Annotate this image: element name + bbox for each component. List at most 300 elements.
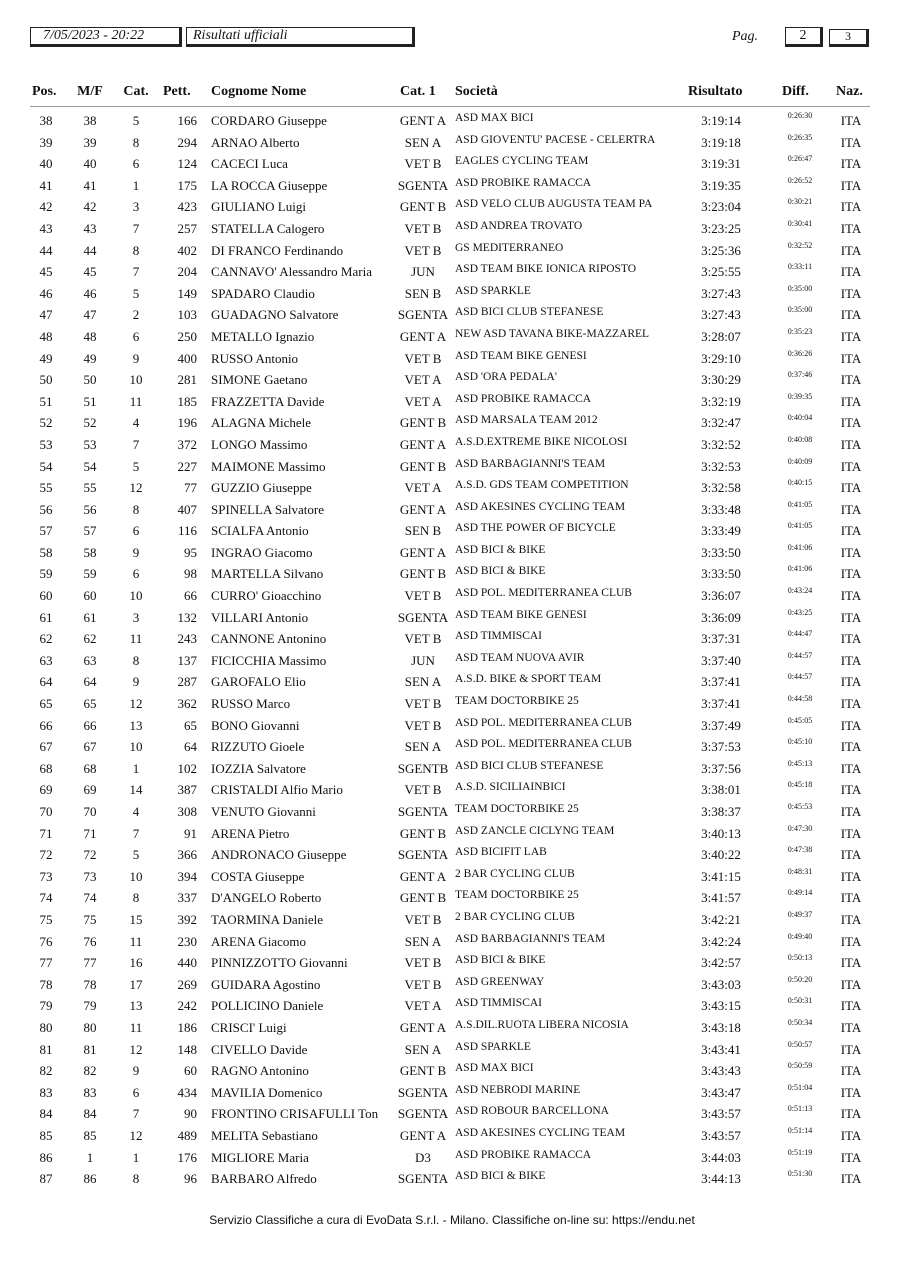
table-row [0,607,904,629]
cell-name: SPINELLA Salvatore [211,501,325,517]
cell-diff: 0:44:47 [787,629,813,639]
cell-pos: 49 [39,350,53,366]
cell-ris: 3:32:53 [701,458,741,474]
cell-cat: 12 [129,696,143,712]
cell-pett: 392 [177,911,197,927]
cell-naz: ITA [840,825,862,841]
table-row [0,1017,904,1039]
cell-pos: 62 [39,631,53,647]
cell-pett: 242 [177,998,197,1014]
cell-mf: 82 [83,1063,97,1079]
cell-soc: ASD BICI CLUB STEFANESE [455,759,604,772]
cell-diff: 0:26:52 [787,175,813,185]
cell-diff: 0:36:26 [787,348,813,358]
cell-mf: 80 [83,1019,97,1035]
cell-soc: ASD BICI & BIKE [455,1170,546,1183]
cell-diff: 0:44:57 [787,672,813,682]
cell-name: CANNAVO' Alessandro Maria [211,264,372,280]
table-row [0,693,904,715]
cell-name: BARBARO Alfredo [211,1171,317,1187]
page-label: Pag. [732,29,759,44]
cell-pos: 73 [39,868,53,884]
cell-soc: ASD BICI CLUB STEFANESE [455,306,604,319]
cell-cat: 16 [129,955,143,971]
cell-soc: ASD BICI & BIKE [455,565,546,578]
table-row [0,974,904,996]
cell-diff: 0:35:00 [787,283,813,293]
cell-mf: 43 [83,220,97,236]
cell-pos: 82 [39,1063,53,1079]
cell-pos: 72 [39,847,53,863]
cell-pett: 116 [177,523,197,539]
cell-cat1: VET A [404,998,442,1014]
cell-soc: A.S.DIL.RUOTA LIBERA NICOSIA [455,1018,629,1031]
table-row [0,758,904,780]
cell-name: ARENA Giacomo [211,933,306,949]
table-row [0,175,904,197]
cell-cat1: VET B [404,588,442,604]
cell-naz: ITA [840,1171,862,1187]
table-row [0,369,904,391]
cell-cat1: VET B [404,696,442,712]
cell-cat1: SGENTA [397,609,449,625]
cell-diff: 0:43:24 [787,586,813,596]
cell-mf: 60 [83,588,97,604]
cell-cat1: GENT A [399,328,447,344]
cell-ris: 3:41:57 [701,890,741,906]
document-title-box: Risultati ufficiali [186,27,415,47]
cell-pos: 79 [39,998,53,1014]
col-header-societa: Società [455,84,498,99]
cell-soc: A.S.D. SICILIAINBICI [455,781,566,794]
cell-soc: ASD TEAM NUOVA AVIR [455,651,585,664]
table-row [0,499,904,521]
cell-pett: 394 [177,868,197,884]
cell-pos: 48 [39,328,53,344]
cell-diff: 0:35:00 [787,305,813,315]
cell-cat: 10 [129,868,143,884]
cell-cat: 12 [129,1127,143,1143]
cell-name: DI FRANCO Ferdinando [211,242,344,258]
cell-soc: A.S.D.EXTREME BIKE NICOLOSI [455,435,628,448]
cell-pos: 63 [39,652,53,668]
col-header-pett: Pett. [163,84,191,99]
cell-pos: 86 [39,1149,53,1165]
cell-naz: ITA [840,566,862,582]
cell-cat: 9 [132,674,140,690]
cell-naz: ITA [840,890,862,906]
cell-mf: 58 [83,544,97,560]
cell-naz: ITA [840,609,862,625]
cell-diff: 0:45:10 [787,737,813,747]
cell-cat: 12 [129,480,143,496]
cell-naz: ITA [840,1106,862,1122]
cell-pos: 39 [39,134,53,150]
cell-mf: 61 [83,609,97,625]
cell-cat: 8 [132,652,140,668]
table-row [0,931,904,953]
cell-cat: 5 [132,113,140,128]
cell-ris: 3:32:52 [701,436,741,452]
cell-name: POLLICINO Daniele [211,998,324,1014]
cell-ris: 3:37:31 [701,631,741,647]
cell-pos: 66 [39,717,53,733]
cell-pett: 149 [177,285,197,301]
cell-ris: 3:41:15 [701,868,741,884]
cell-ris: 3:37:53 [701,739,741,755]
cell-diff: 0:47:38 [787,845,813,855]
cell-mf: 75 [83,911,97,927]
cell-name: MARTELLA Silvano [211,566,324,582]
cell-mf: 78 [83,976,97,992]
cell-pos: 51 [39,393,53,409]
cell-diff: 0:41:05 [787,521,813,531]
cell-cat1: D3 [415,1149,431,1165]
cell-naz: ITA [840,847,862,863]
cell-naz: ITA [840,998,862,1014]
cell-diff: 0:50:59 [787,1061,813,1071]
cell-mf: 70 [83,804,97,819]
cell-soc: ASD POL. MEDITERRANEA CLUB [455,738,632,751]
datetime-box: 7/05/2023 - 20:22 [30,27,182,47]
table-row [0,887,904,909]
cell-cat1: GENT A [399,1019,447,1035]
cell-cat1: SEN B [404,285,442,301]
cell-naz: ITA [840,220,862,236]
cell-ris: 3:40:22 [701,847,741,863]
cell-cat: 3 [132,609,140,625]
cell-ris: 3:43:15 [701,998,741,1014]
table-row [0,283,904,305]
cell-ris: 3:23:25 [701,220,741,236]
cell-pos: 87 [39,1171,53,1187]
cell-pett: 204 [177,264,197,280]
cell-name: CIVELLO Davide [211,1041,308,1057]
cell-naz: ITA [840,1019,862,1035]
table-row [0,866,904,888]
cell-mf: 45 [83,264,97,280]
table-row [0,520,904,542]
cell-naz: ITA [840,113,862,128]
table-row [0,736,904,758]
cell-cat1: JUN [411,652,435,668]
cell-diff: 0:40:08 [787,434,813,444]
cell-mf: 66 [83,717,97,733]
cell-mf: 65 [83,696,97,712]
table-row [0,1039,904,1061]
cell-soc: ASD PROBIKE RAMACCA [455,392,592,405]
cell-pett: 91 [184,825,197,841]
table-row [0,477,904,499]
cell-soc: 2 BAR CYCLING CLUB [455,910,575,923]
cell-mf: 44 [83,242,97,258]
cell-soc: ASD GIOVENTU' PACESE - CELERTRA [455,133,656,146]
cell-soc: ASD BICI & BIKE [455,954,546,967]
cell-name: CRISCI' Luigi [211,1019,287,1035]
cell-cat: 8 [132,890,140,906]
cell-naz: ITA [840,1127,862,1143]
cell-pos: 55 [39,480,53,496]
cell-ris: 3:42:57 [701,955,741,971]
cell-cat1: VET B [404,350,442,366]
cell-name: GUZZIO Giuseppe [211,480,312,496]
cell-naz: ITA [840,804,862,819]
cell-cat1: VET A [404,372,442,388]
cell-ris: 3:30:29 [701,372,741,388]
cell-diff: 0:51:30 [787,1169,813,1179]
cell-ris: 3:19:35 [701,177,741,193]
cell-soc: ASD PROBIKE RAMACCA [455,176,592,189]
cell-cat: 2 [132,307,140,323]
cell-ris: 3:19:18 [701,134,741,150]
header-divider [30,106,870,107]
cell-pett: 148 [177,1041,197,1057]
cell-ris: 3:44:03 [701,1149,741,1165]
cell-name: INGRAO Giacomo [211,544,313,560]
cell-naz: ITA [840,588,862,604]
cell-name: CANNONE Antonino [211,631,327,647]
cell-ris: 3:33:50 [701,544,741,560]
col-header-pos: Pos. [32,84,57,99]
cell-mf: 49 [83,350,97,366]
cell-pos: 43 [39,220,53,236]
cell-pett: 175 [177,177,197,193]
cell-naz: ITA [840,501,862,517]
table-row [0,585,904,607]
table-row [0,1125,904,1147]
cell-diff: 0:41:05 [787,499,813,509]
cell-name: FRONTINO CRISAFULLI Ton [211,1106,379,1122]
cell-pett: 423 [177,199,197,215]
cell-cat1: SGENTA [397,1084,449,1100]
cell-diff: 0:51:13 [787,1104,813,1114]
cell-pett: 489 [177,1127,197,1143]
cell-pos: 81 [39,1041,53,1057]
table-row [0,844,904,866]
cell-cat: 7 [132,436,140,452]
cell-name: BONO Giovanni [211,717,300,733]
table-row [0,563,904,585]
cell-naz: ITA [840,307,862,323]
cell-soc: ASD BARBAGIANNI'S TEAM [455,457,606,470]
cell-soc: A.S.D. BIKE & SPORT TEAM [455,673,602,686]
cell-naz: ITA [840,199,862,215]
cell-diff: 0:50:57 [787,1039,813,1049]
cell-pos: 83 [39,1084,53,1100]
cell-cat: 10 [129,588,143,604]
cell-cat1: SEN A [404,674,442,690]
cell-cat: 14 [129,782,143,798]
cell-ris: 3:42:24 [701,933,741,949]
cell-pos: 44 [39,242,53,258]
cell-soc: 2 BAR CYCLING CLUB [455,867,575,880]
cell-name: COSTA Giuseppe [211,868,305,884]
cell-diff: 0:39:35 [787,391,813,401]
cell-name: ANDRONACO Giuseppe [211,847,347,863]
cell-diff: 0:41:06 [787,564,813,574]
cell-diff: 0:51:04 [787,1082,813,1092]
cell-cat: 1 [132,760,140,776]
cell-cat1: JUN [411,264,435,280]
cell-name: GIULIANO Luigi [211,199,306,215]
cell-mf: 63 [83,652,97,668]
cell-soc: ASD SPARKLE [455,284,531,297]
cell-pos: 59 [39,566,53,582]
cell-pos: 76 [39,933,53,949]
cell-name: VENUTO Giovanni [211,804,316,819]
cell-pett: 294 [177,134,197,150]
cell-ris: 3:37:41 [701,696,741,712]
cell-pett: 102 [177,760,197,776]
cell-naz: ITA [840,782,862,798]
cell-pett: 77 [184,480,197,496]
cell-cat: 5 [132,847,140,863]
cell-cat1: GENT B [399,566,447,582]
cell-pett: 243 [177,631,197,647]
cell-cat1: SGENTA [397,804,449,819]
cell-cat: 10 [129,372,143,388]
cell-soc: ASD TIMMISCAI [455,630,543,643]
table-row [0,132,904,154]
cell-cat: 1 [132,1149,140,1165]
cell-diff: 0:44:57 [787,650,813,660]
cell-pos: 50 [39,372,53,388]
table-row [0,391,904,413]
cell-pos: 56 [39,501,53,517]
cell-pett: 387 [177,782,197,798]
cell-name: CACECI Luca [211,156,288,172]
cell-pos: 40 [39,156,53,172]
cell-pett: 90 [184,1106,197,1122]
table-row [0,542,904,564]
cell-mf: 55 [83,480,97,496]
cell-name: D'ANGELO Roberto [211,890,322,906]
table-row [0,650,904,672]
cell-naz: ITA [840,760,862,776]
table-row [0,240,904,262]
cell-soc: ASD TEAM BIKE GENESI [455,608,587,621]
cell-cat1: GENT A [399,113,447,128]
cell-pett: 65 [184,717,197,733]
cell-soc: ASD 'ORA PEDALA' [455,371,557,384]
cell-mf: 71 [83,825,97,841]
cell-naz: ITA [840,436,862,452]
cell-diff: 0:43:25 [787,607,813,617]
column-headers [0,84,904,104]
cell-ris: 3:37:56 [701,760,741,776]
table-row [0,952,904,974]
cell-soc: ASD TEAM BIKE GENESI [455,349,587,362]
cell-diff: 0:32:52 [787,240,813,250]
cell-naz: ITA [840,523,862,539]
cell-mf: 41 [83,177,97,193]
cell-pos: 58 [39,544,53,560]
col-header-mf: M/F [77,84,103,99]
cell-diff: 0:51:14 [787,1125,813,1135]
cell-name: LA ROCCA Giuseppe [211,177,328,193]
cell-cat: 13 [129,998,143,1014]
cell-naz: ITA [840,372,862,388]
cell-cat1: GENT B [399,825,447,841]
cell-cat1: SGENTA [397,177,449,193]
cell-cat: 8 [132,501,140,517]
cell-mf: 79 [83,998,97,1014]
cell-cat1: VET A [404,393,442,409]
results-table [0,110,904,1190]
cell-diff: 0:40:04 [787,413,813,423]
cell-soc: ASD VELO CLUB AUGUSTA TEAM PA [455,198,653,211]
table-row [0,456,904,478]
cell-cat1: SEN A [404,739,442,755]
cell-cat1: SGENTA [397,1171,449,1187]
cell-naz: ITA [840,652,862,668]
cell-cat1: VET A [404,480,442,496]
cell-pett: 124 [177,156,197,172]
cell-pett: 166 [177,113,197,128]
table-row [0,715,904,737]
cell-name: SIMONE Gaetano [211,372,308,388]
cell-ris: 3:36:07 [701,588,741,604]
table-row [0,909,904,931]
table-row [0,412,904,434]
cell-mf: 59 [83,566,97,582]
cell-diff: 0:40:15 [787,478,813,488]
cell-ris: 3:27:43 [701,307,741,323]
cell-diff: 0:35:23 [787,326,813,336]
cell-mf: 85 [83,1127,97,1143]
table-row [0,326,904,348]
cell-soc: ASD MAX BICI [455,1062,534,1075]
cell-cat1: SGENTA [397,307,449,323]
cell-naz: ITA [840,177,862,193]
cell-pett: 257 [177,220,197,236]
cell-name: MELITA Sebastiano [211,1127,318,1143]
cell-mf: 38 [83,113,97,128]
cell-ris: 3:32:19 [701,393,741,409]
cell-cat: 1 [132,177,140,193]
col-header-diff: Diff. [782,84,809,99]
col-header-naz: Naz. [836,84,863,99]
cell-ris: 3:32:47 [701,415,741,431]
table-row [0,1060,904,1082]
cell-diff: 0:51:19 [787,1147,813,1157]
cell-ris: 3:40:13 [701,825,741,841]
cell-naz: ITA [840,739,862,755]
cell-cat1: SGENTA [397,847,449,863]
cell-pett: 176 [177,1149,197,1165]
cell-soc: ASD BICI & BIKE [455,543,546,556]
cell-pett: 66 [184,588,197,604]
cell-mf: 81 [83,1041,97,1057]
cell-ris: 3:43:57 [701,1127,741,1143]
cell-pett: 250 [177,328,197,344]
cell-cat1: SEN B [404,523,442,539]
cell-pos: 71 [39,825,53,841]
cell-pett: 227 [177,458,197,474]
cell-pos: 41 [39,177,53,193]
cell-soc: ASD PROBIKE RAMACCA [455,1148,592,1161]
cell-soc: ASD MARSALA TEAM 2012 [455,414,598,427]
cell-name: CURRO' Gioacchino [211,588,322,604]
cell-pos: 77 [39,955,53,971]
cell-pos: 78 [39,976,53,992]
cell-cat: 7 [132,1106,140,1122]
cell-mf: 39 [83,134,97,150]
cell-cat: 15 [129,911,143,927]
cell-ris: 3:29:10 [701,350,741,366]
cell-name: MAIMONE Massimo [211,458,326,474]
cell-mf: 50 [83,372,97,388]
